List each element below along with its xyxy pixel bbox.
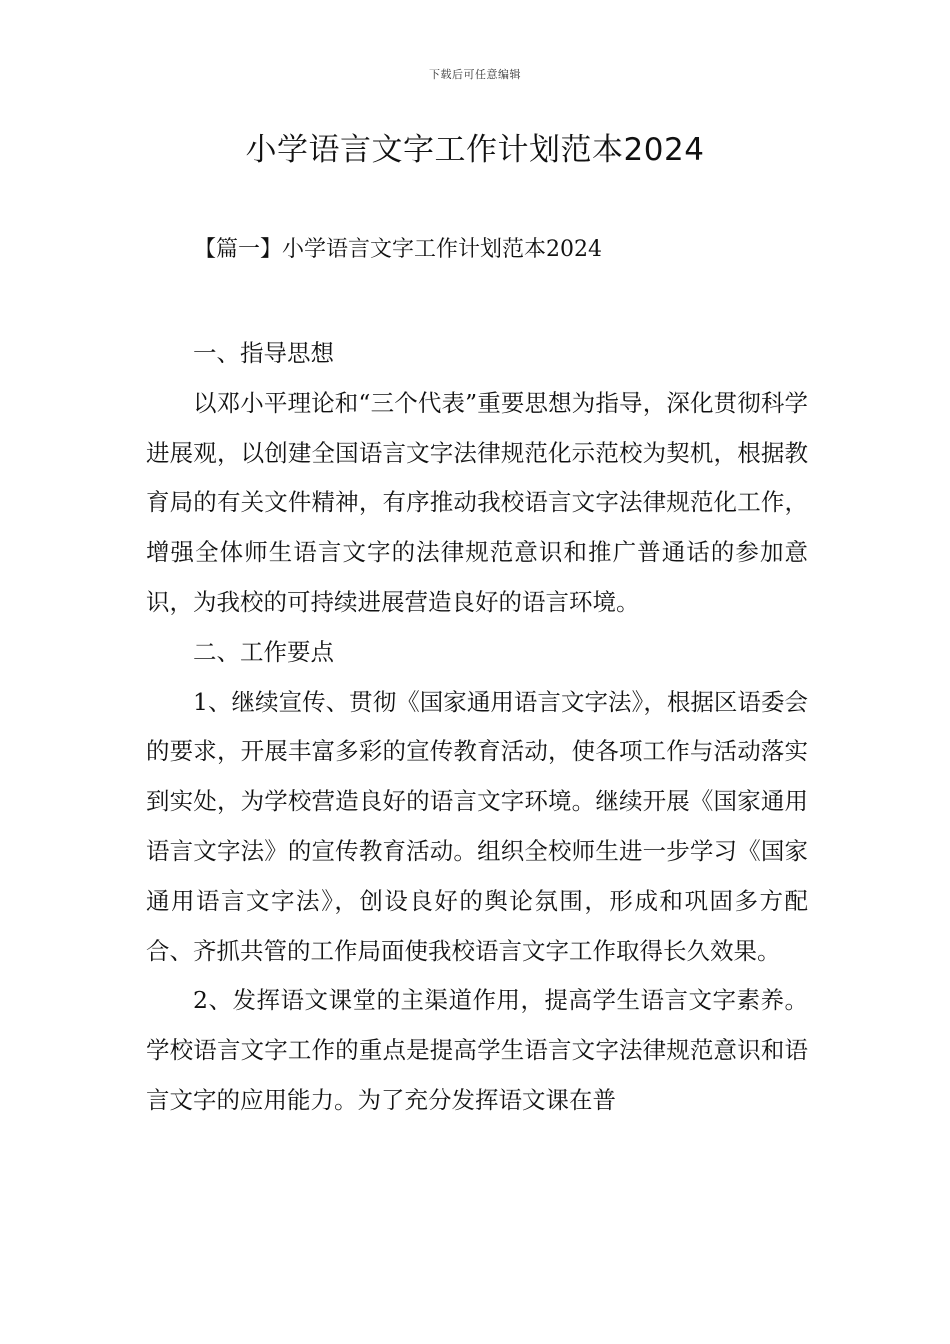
document-title: 小学语言文字工作计划范本2024	[245, 132, 705, 168]
paragraph-point-2: 2、发挥语文课堂的主渠道作用，提高学生语言文字素养。学校语言文字工作的重点是提高学生语言文字法律规范意识和语言文字的应用能力。为了充分发挥语文课在普	[146, 986, 808, 1114]
heading-guiding-ideology: 一、指导思想	[193, 339, 334, 367]
heading-work-points: 二、工作要点	[193, 637, 334, 666]
header-note: 下载后可任意编辑	[429, 68, 521, 81]
section-heading: 【篇一】小学语言文字工作计划范本2024	[194, 237, 602, 262]
paragraph-guiding-ideology: 以邓小平理论和“三个代表”重要思想为指导，深化贯彻科学进展观，以创建全国语言文字法律规范化示范校为契机，根据教育局的有关文件精神，有序推动我校语言文字法律规范化工作，增强全体师生语言文字的法律规范意识和推广普通话的参加意识，为我校的可持续进展营造良好的语言环境。	[146, 388, 808, 616]
document-body	[146, 329, 808, 1126]
paragraph-point-1: 1、继续宣传、贯彻《国家通用语言文字法》，根据区语委会的要求，开展丰富多彩的宣传教育活动，使各项工作与活动落实到实处，为学校营造良好的语言文字环境。继续开展《国家通用语言文字法》的宣传教育活动。组织全校师生进一步学习《国家通用语言文字法》，创设良好的舆论氛围，形成和巩固多方配合、齐抓共管的工作局面使我校语言文字工作取得长久效果。	[146, 687, 808, 965]
